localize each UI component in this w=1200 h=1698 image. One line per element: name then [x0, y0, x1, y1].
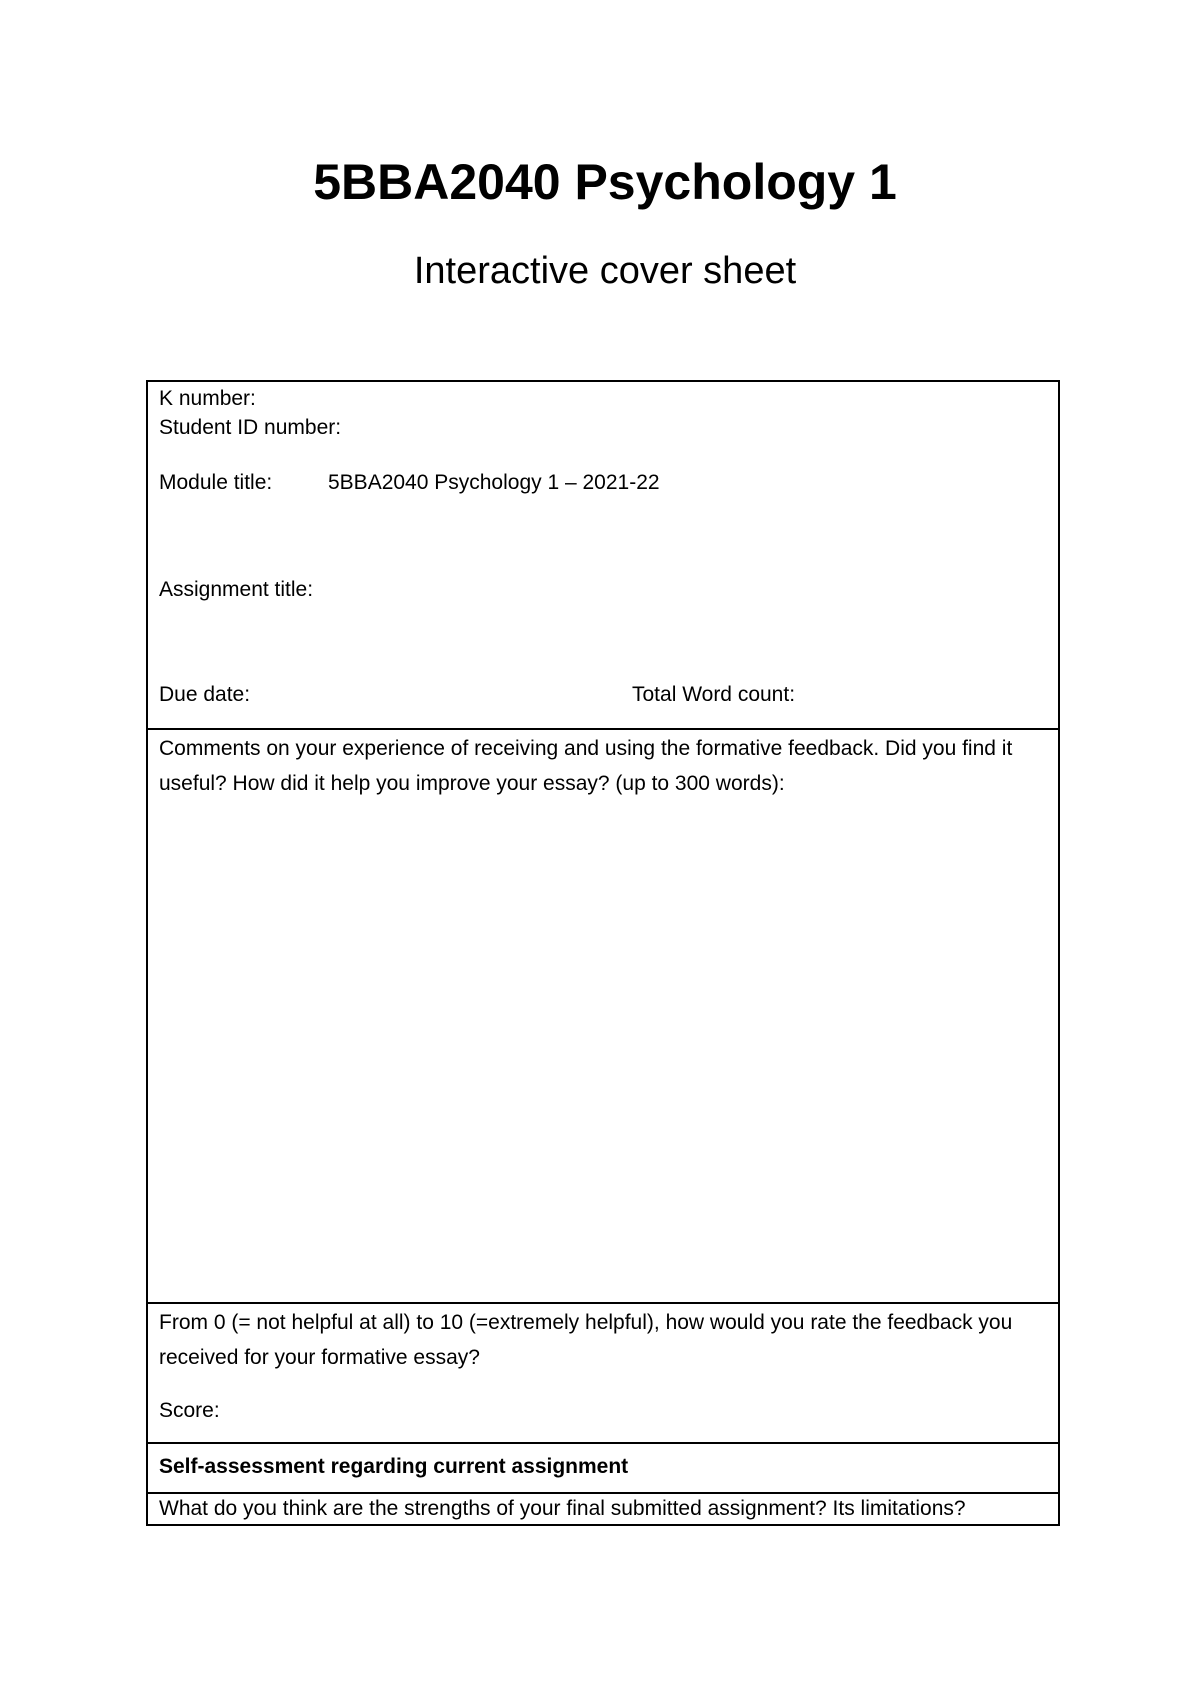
k-number-label: K number: [159, 387, 256, 410]
feedback-comments-prompt: Comments on your experience of receiving and using the formative feedback. Did you find it useful? How did it help you improve your essay? (up to 300 words): [159, 737, 1013, 795]
cover-sheet-form [146, 380, 1060, 1526]
student-details-section [148, 382, 1058, 730]
page-subtitle: Interactive cover sheet [413, 250, 797, 292]
due-date-label: Due date: [159, 683, 251, 706]
assignment-title-label: Assignment title: [159, 578, 314, 601]
self-assessment-heading: Self-assessment regarding current assignment [159, 1455, 629, 1478]
strengths-prompt: What do you think are the strengths of your final submitted assignment? Its limitations? [159, 1497, 966, 1520]
score-label: Score: [159, 1399, 220, 1422]
module-title-label: Module title: [159, 471, 273, 494]
feedback-comments-section [148, 730, 1058, 1304]
self-assessment-section [148, 1444, 1058, 1494]
module-title-value: 5BBA2040 Psychology 1 – 2021-22 [328, 471, 660, 494]
strengths-section [148, 1494, 1058, 1524]
student-id-label: Student ID number: [159, 416, 342, 439]
page-title: 5BBA2040 Psychology 1 [313, 154, 897, 210]
feedback-rating-section [148, 1304, 1058, 1444]
word-count-label: Total Word count: [632, 683, 796, 706]
feedback-rating-prompt: From 0 (= not helpful at all) to 10 (=extremely helpful), how would you rate the feedback you received for your formative essay? [159, 1311, 1013, 1369]
